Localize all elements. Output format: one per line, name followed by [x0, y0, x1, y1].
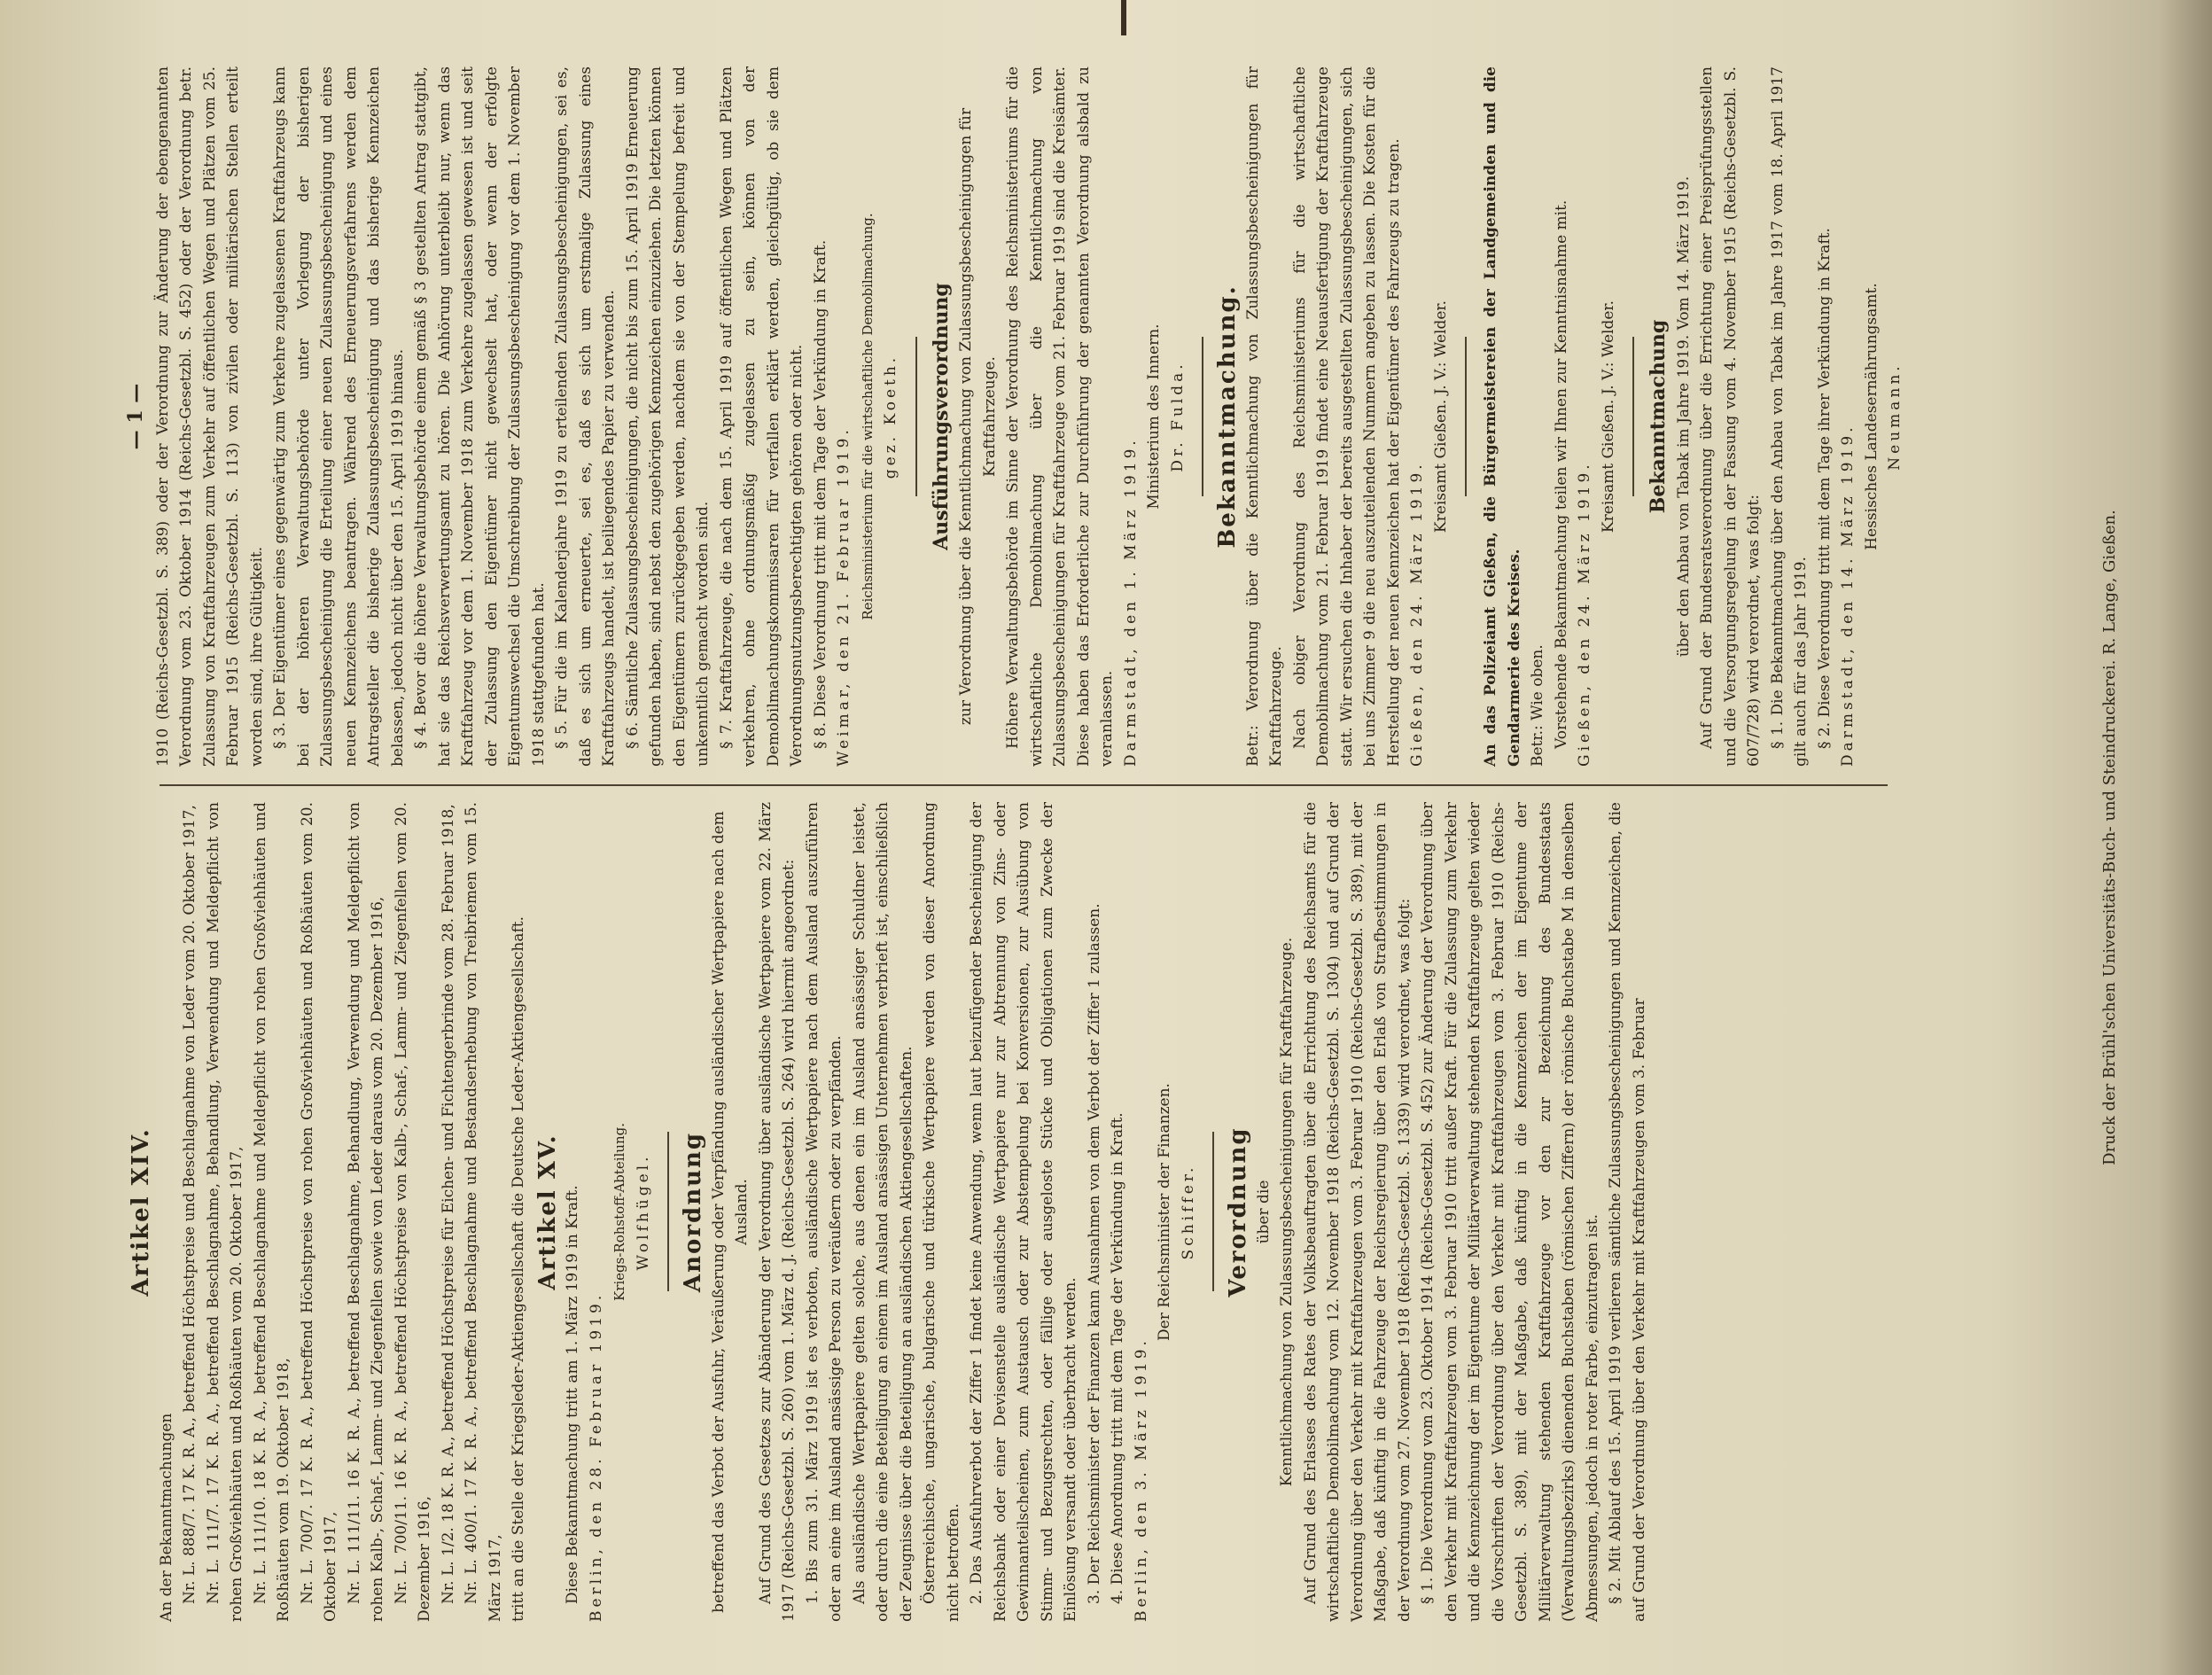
anordnung-intro: Auf Grund des Gesetzes zur Abänderung der Verordnung über ausländische Wertpapiere vom 22. März 1917 (Reichs-Gesetzbl. S. 260) vom 1. März d. J. (Reichs-Gesetzbl. S. 264) wird hiermit angeordnet:	[756, 802, 798, 1622]
artikel-14-intro: An der Bekanntmachungen	[157, 1413, 175, 1622]
ausfuehrung-signature: Dr. Fulda.	[1168, 361, 1187, 472]
bekanntmachung-1-place-date: Gießen, den 24. März 1919.	[1408, 461, 1426, 767]
left-column	[124, 802, 1651, 1622]
artikel-14-item: Nr. L. 700/11. 16 K. R. A., betreffend Höchstpreise von Kalb-, Schaf-, Lamm- und Ziegenfellen vom 20. Dezember 1916,	[392, 802, 433, 1622]
bekanntmachung-3-text: Auf Grund der Bundesratsverordnung über die Errichtung einer Preisprüfungsstellen und die Versorgungsregelung in der Fassung vom 4. November 1915 (Reichs-Gesetzbl. S. 607/728) wird verordnet, was folgt:	[1698, 66, 1763, 767]
artikel-14-item: Nr. L. 400/1. 17 K. R. A., betreffend Beschlagnahme und Bestandserhebung von Treibriemen vom 15. März 1917,	[463, 802, 504, 1622]
artikel-14-heading: Artikel XIV.	[128, 1127, 154, 1297]
anordnung-subtitle: betreffend das Verbot der Ausfuhr, Veräußerung oder Verpfändung ausländischer Wertpapiere nach dem Ausland.	[709, 811, 751, 1613]
anordnung-paragraph-1c: Österreichische, ungarische, bulgarische und türkische Wertpapiere werden von dieser Anordnung nicht betroffen.	[921, 802, 962, 1622]
verordnung-paragraph-1: § 1. Die Verordnung vom 23. Oktober 1914 (Reichs-Gesetzbl. S. 452) zur Änderung der Verordnung über den Verkehr mit Kraftfahrzeugen vom 3. Februar 1910 tritt außer Kraft. Für die Zulassung zum Verkehr und die Kennzeichnung der im Eigentume der Militärverwaltung stehenden Kraftfahrzeuge gelten wieder die Vorschriften der Verordnung über den Verkehr mit Kraftfahrzeugen vom 3. Februar 1910 (Reichs-Gesetzbl. S. 389), mit der Maßgabe, daß künftig in die Kennzeichen der im Eigentume der Militärverwaltung stehenden Kraftfahrzeuge vor den zur Bezeichnung des Bundesstaats (Verwaltungsbezirks) dienenden Buchstaben (römischen Ziffern) der römische Buchstabe M in denselben Abmessungen, jedoch in roter Farbe, einzutragen ist.	[1419, 802, 1601, 1622]
anordnung-place-date: Berlin, den 3. März 1919.	[1132, 1337, 1150, 1622]
anordnung-paragraph-4: 4. Diese Anordnung tritt mit dem Tage der Verkündung in Kraft.	[1109, 1112, 1126, 1604]
section-separator	[1465, 337, 1467, 496]
bekanntmachung-3-place-date: Darmstadt, den 14. März 1919.	[1839, 424, 1857, 767]
page-number: — 1 —	[124, 383, 147, 450]
bekanntmachung-1-heading: Bekanntmachung.	[1214, 284, 1241, 549]
bekanntmachung-3-paragraph-2: § 2. Diese Verordnung tritt mit dem Tage ihrer Verkündung in Kraft.	[1815, 228, 1834, 749]
printer-imprint: Druck der Brühl'schen Universitäts-Buch- und Steindruckerei. R. Lange, Gießen.	[2100, 510, 2119, 1165]
section-separator	[1632, 337, 1634, 496]
artikel-15-heading: Artikel XV.	[534, 1134, 561, 1290]
artikel-14-item: Nr. L. 111/7. 17 K. R. A., betreffend Beschlagnahme, Behandlung, Verwendung und Meldepflicht von rohen Großviehhäuten und Roßhäuten vom 20. Oktober 1917,	[204, 802, 245, 1622]
paragraph-3: § 3. Der Eigentümer eines gegenwärtig zum Verkehre zugelassenen Kraftfahrzeugs kann bei der höheren Verwaltungsbehörde unter Vorlegung der bisherigen Zulassungsbescheinigung die Erteilung einer neuen Zulassungsbescheinigung und eines neuen Kennzeichens beantragen. Während des Erneuerungsverfahrens werden dem Antragsteller die bisherige Zulassungsbescheinigung und das bisherige Kennzeichen belassen, jedoch nicht über den 15. April 1919 hinaus.	[271, 66, 407, 767]
verordnung-paragraph-2: § 2. Mit Ablauf des 15. April 1919 verlieren sämtliche Zulassungsbescheinigungen und Kennzeichen, die auf Grund der Verordnung über den Verkehr mit Kraftfahrzeugen vom 3. Februar	[1607, 802, 1648, 1622]
continued-paragraph: 1910 (Reichs-Gesetzbl. S. 389) oder der Verordnung zur Änderung der ebengenannten Verordnung vom 23. Oktober 1914 (Reichs-Gesetzbl. S. 452) oder der Verordnung betr. Zulassung von Kraftfahrzeugen zum Verkehr auf öffentlichen Wegen und Plätzen vom 25. Februar 1915 (Reichs-Gesetzbl. S. 113) von zivilen oder militärischen Stellen erteilt worden sind, ihre Gültigkeit.	[153, 66, 266, 767]
verordnung-intro: Auf Grund des Erlasses des Rates der Volksbeauftragten über die Errichtung des Reichsamts für die wirtschaftliche Demobilmachung vom 12. November 1918 (Reichs-Gesetzbl. S. 1304) und auf Grund der Verordnung über den Verkehr mit Kraftfahrzeugen vom 3. Februar 1910 (Reichs-Gesetzbl. S. 389), mit der Maßgabe, daß künftig in die Fahrzeuge der Reichsregierung über den Erlaß von Strafbestimmungen in der Verordnung vom 27. November 1918 (Reichs-Gesetzbl. S. 1339) wird verordnet, was folgt:	[1301, 802, 1414, 1622]
artikel-15-place-date: Berlin, den 28. Februar 1919.	[587, 1291, 605, 1622]
bekanntmachung-3-subtitle: über den Anbau von Tabak im Jahre 1919. Vom 14. März 1919.	[1674, 175, 1693, 658]
bekanntmachung-1-text: Nach obiger Verordnung des Reichsministeriums für die wirtschaftliche Demobilmachung vom 21. Februar 1919 findet eine Neuausfertigung der Kraftfahrzeuge statt. Wir ersuchen die Inhaber der bereits ausgestellten Zulassungsbescheinigungen, sich bei uns Zimmer 9 die neu auszuteilenden Nummern angeben zu lassen. Die Kosten für die Herstellung der neuen Kennzeichen hat der Eigentümer des Fahrzeugs zu tragen.	[1290, 66, 1403, 767]
anordnung-heading: Anordnung	[680, 1131, 706, 1293]
section-separator	[667, 1133, 669, 1292]
ausfuehrung-text: Höhere Verwaltungsbehörde im Sinne der Verordnung des Reichsministeriums für die wirtschaftliche Demobilmachung über die Kenntlichmachung von Zulassungsbescheinigungen für Kraftfahrzeuge vom 21. Februar 1919 sind die Kreisämter. Diese haben das Erforderliche zur Durchführung der genannten Verordnung alsbald zu veranlassen.	[1004, 66, 1116, 767]
bekanntmachung-2-place-date: Gießen, den 24. März 1919.	[1576, 461, 1593, 767]
anordnung-paragraph-2: 2. Das Ausfuhrverbot der Ziffer 1 findet keine Anwendung, wenn laut beizufügender Bescheinigung der Reichsbank oder einer Devisenstelle ausländische Wertpapiere nur zur Abtrennung von Zins- oder Gewinnanteilscheinen, zum Austausch oder zur Abstempelung bei Konversionen, zur Ausübung von Stimm- und Bezugsrechten, oder fällige oder ausgeloste Stücke und Obligationen zum Zwecke der Einlösung versandt oder überbracht werden.	[968, 802, 1079, 1622]
ausfuehrung-heading: Ausführungsverordnung	[929, 283, 953, 550]
section-separator	[915, 337, 917, 496]
anordnung-office: Der Reichsminister der Finanzen.	[1156, 1083, 1173, 1341]
ausfuehrung-subtitle: zur Verordnung über die Kenntlichmachung von Zulassungsbescheinigungen für Kraftfahrzeuge.	[957, 107, 999, 726]
artikel-14-item: Nr. L. 111/11. 16 K. R. A., betreffend Beschlagnahme, Behandlung, Verwendung und Meldepflicht von rohen Kalb-, Schaf-, Lamm- und Ziegenfellen sowie von Leder daraus vom 20. Dezember 1916,	[345, 802, 386, 1622]
bekanntmachung-2-addressee: An das Polizeiamt Gießen, die Bürgermeistereien der Landgemeinden und die Gendarmerie des Kreises.	[1482, 66, 1523, 767]
artikel-14-item: Nr. L. 888/7. 17 K. R. A., betreffend Höchstpreise und Beschlagnahme von Leder vom 20. Oktober 1917,	[181, 805, 199, 1604]
rotated-page-content	[124, 35, 2189, 1640]
section-separator	[1202, 337, 1203, 496]
anordnung-paragraph-3: 3. Der Reichsminister der Finanzen kann Ausnahmen von dem Verbot der Ziffer 1 zulassen.	[1085, 903, 1103, 1604]
artikel-14-item: Nr. L. 111/10. 18 K. R. A., betreffend Beschlagnahme und Meldepflicht von rohen Großviehhäuten und Roßhäuten vom 19. Oktober 1918,	[251, 802, 292, 1622]
bekanntmachung-1-signature: Kreisamt Gießen. J. V.: Welder.	[1431, 300, 1450, 534]
bekanntmachung-3-paragraph-1: § 1. Die Bekanntmachung über den Anbau von Tabak im Jahre 1917 vom 18. April 1917 gilt auch für das Jahr 1919.	[1768, 66, 1810, 767]
artikel-15-signature: Wolfhügel.	[634, 1153, 652, 1271]
verordnung-place-date: Weimar, den 21. Februar 1919.	[835, 426, 853, 767]
paragraph-4: § 4. Bevor die höhere Verwaltungsbehörde einem gemäß § 3 gestellten Antrag stattgibt, hat sie das Reichsverwertungsamt zu hören. Die Anhörung unterbleibt nur, wenn das Kraftfahrzeug vor dem 1. November 1918 zum Verkehre zugelassen gewesen ist und seit der Zulassung den Eigentümer nicht gewechselt hat, oder wenn der erfolgte Eigentumswechsel die Umschreibung der Zulassungsbescheinigung vor dem 1. November 1918 stattgefunden hat.	[412, 66, 548, 767]
ink-mark	[1121, 0, 1126, 35]
verordnung-signature: gez. Koeth.	[882, 354, 900, 479]
bekanntmachung-2-signature: Kreisamt Gießen. J. V.: Welder.	[1599, 300, 1617, 534]
artikel-14-item: Nr. L. 700/7. 17 K. R. A., betreffend Höchstpreise von rohen Großviehhäuten und Roßhäuten vom 20. Oktober 1917,	[298, 802, 339, 1622]
verordnung-sub-1: über die	[1254, 1180, 1273, 1244]
anordnung-paragraph-1: 1. Bis zum 31. März 1919 ist es verboten, ausländische Wertpapiere nach dem Ausland auszuführen oder an eine im Ausland ansässige Person zu veräußern oder zu verpfänden.	[803, 802, 845, 1622]
verordnung-sub-2: Kenntlichmachung von Zulassungsbescheinigungen für Kraftfahrzeuge.	[1278, 937, 1296, 1487]
column-divider	[160, 784, 1888, 786]
bekanntmachung-2-text: Vorstehende Bekanntmachung teilen wir Ihnen zur Kenntnisnahme mit.	[1552, 199, 1570, 749]
anordnung-paragraph-1b: Als ausländische Wertpapiere gelten solche, aus denen ein im Ausland ansässiger Schuldner leistet, oder durch die eine Beteiligung an einem im Ausland ansässigen Unternehmen verbrieft ist, einschließlich der Zeugnisse über die Beteiligung an ausländischen Aktiengesellschaften.	[850, 802, 915, 1622]
section-separator	[1212, 1133, 1214, 1292]
paragraph-5: § 5. Für die im Kalenderjahre 1919 zu erteilenden Zulassungsbescheinigungen, sei es, daß es sich um erneuerte, sei es, daß es sich um erstmalige Zulassung eines Kraftfahrzeugs handelt, ist beiliegendes Papier zu verwenden.	[553, 66, 618, 767]
bekanntmachung-3-office: Hessisches Landesernährungsamt.	[1862, 283, 1881, 550]
right-column	[124, 66, 1907, 767]
ausfuehrung-place-date: Darmstadt, den 1. März 1919.	[1121, 437, 1140, 767]
ausfuehrung-office: Ministerium des Innern.	[1145, 323, 1163, 510]
artikel-15-office: Kriegs-Rohstoff-Abteilung.	[611, 1123, 627, 1301]
bekanntmachung-3-heading: Bekanntmachung	[1647, 319, 1670, 514]
paragraph-8: § 8. Diese Verordnung tritt mit dem Tage der Verkündung in Kraft.	[811, 239, 830, 749]
verordnung-heading: Verordnung	[1225, 1126, 1251, 1297]
paragraph-7: § 7. Kraftfahrzeuge, die nach dem 15. April 1919 auf öffentlichen Wegen und Plätzen verkehren, ohne ordnungsmäßig zugelassen zu sein, können von der Demobilmachungskommissaren für verfallen erklärt werden, gleichgültig, ob sie dem Verordnungsnutzungsberechtigten gehören oder nicht.	[717, 66, 806, 767]
artikel-14-item: Nr. L. 1/2. 18 K. R. A., betreffend Höchstpreise für Eichen- und Fichtengerbrinde vom 28. Februar 1918,	[439, 804, 457, 1604]
bekanntmachung-3-signature: Neumann.	[1886, 362, 1904, 471]
bekanntmachung-1-betr: Betr.: Verordnung über die Kenntlichmachung von Zulassungsbescheinigungen für Kraftfahrzeuge.	[1243, 66, 1285, 767]
artikel-15-text: Diese Bekanntmachung tritt am 1. März 1919 in Kraft.	[564, 1185, 581, 1604]
bekanntmachung-2-betr: Betr.: Wie oben.	[1529, 644, 1546, 767]
anordnung-signature: Schiffer.	[1179, 1164, 1197, 1260]
artikel-14-conclusion: tritt an die Stelle der Kriegsleder-Aktiengesellschaft die Deutsche Leder-Aktiengesellschaft.	[510, 915, 527, 1622]
verordnung-office: Reichsministerium für die wirtschaftliche Demobilmachung.	[859, 213, 876, 620]
paragraph-6: § 6. Sämtliche Zulassungsbescheinigungen, die nicht bis zum 15. April 1919 Erneuerung gefunden haben, sind nebst den zugehörigen Kennzeichen einzuziehen. Die letzten können den Eigentümern zurückgegeben werden, nachdem sie von der Stempelung befreit und unkenntlich gemacht worden sind.	[623, 66, 712, 767]
